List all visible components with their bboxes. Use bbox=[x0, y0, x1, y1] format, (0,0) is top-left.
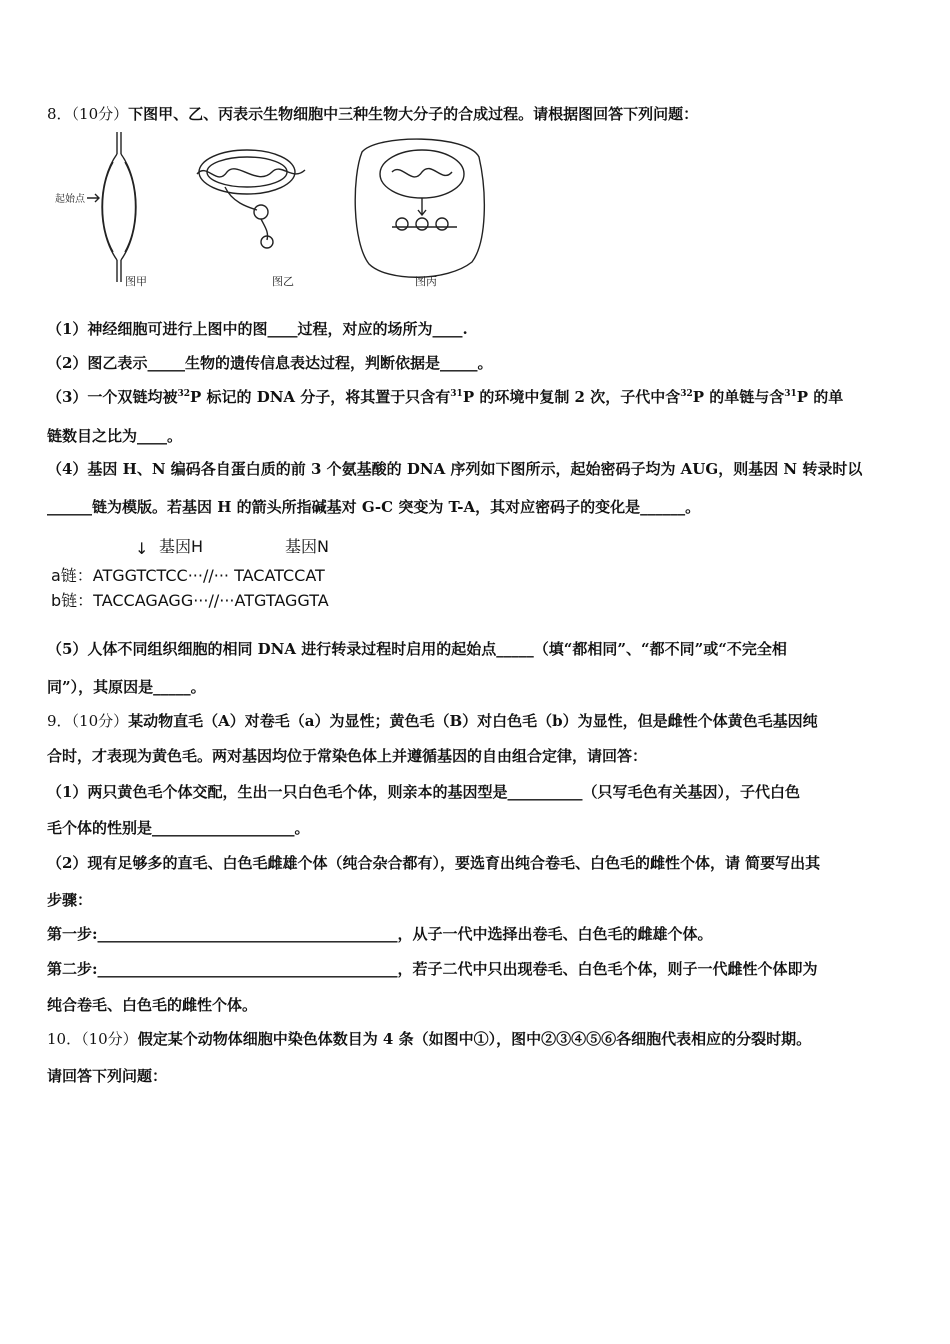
gene-n-label: 基因N bbox=[285, 537, 329, 556]
isotope-31: 31 bbox=[784, 389, 797, 399]
q8-points: （10分） bbox=[71, 105, 129, 123]
figure-yi-transcription bbox=[197, 150, 305, 248]
q8-sub3-line2: 链数目之比为____。 bbox=[47, 427, 183, 445]
figure-label-yi: 图乙 bbox=[272, 275, 294, 288]
q9-sub1-line1: （1）两只黄色毛个体交配，生出一只白色毛个体，则亲本的基因型是__________（只写毛色有关基因），子代白色 bbox=[47, 783, 800, 801]
figure-bing-eukaryotic-cell bbox=[355, 139, 484, 277]
strand-b: b链：TACCAGAGG···//···ATGTAGGTA bbox=[51, 591, 329, 610]
gene-h-label: 基因H bbox=[159, 537, 204, 556]
q9-stem-line2: 合时，才表现为黄色毛。两对基因均位于常染色体上并遵循基因的自由组合定律，请回答： bbox=[47, 747, 648, 765]
q10-points: （10分） bbox=[81, 1030, 138, 1048]
q9-sub2-line1: （2）现有足够多的直毛、白色毛雌雄个体（纯合杂合都有），要选育出纯合卷毛、白色毛的雌性个体，请 简要写出其 bbox=[47, 854, 821, 872]
figure-label-bing: 图丙 bbox=[415, 275, 437, 288]
q8-sub3-part-c: P 的环境中复制 2 次，子代中含 bbox=[462, 388, 681, 406]
q8-stem-line bbox=[47, 104, 698, 124]
isotope-31: 31 bbox=[450, 389, 463, 399]
q10-stem-line2: 请回答下列问题： bbox=[47, 1067, 168, 1085]
q8-sub3-part-d: P 的单链与含 bbox=[692, 388, 785, 406]
q9-number: 9． bbox=[47, 712, 72, 730]
q8-sub3-part-e: P 的单 bbox=[796, 388, 844, 406]
q9-step2-line2: 纯合卷毛、白色毛的雌性个体。 bbox=[47, 996, 258, 1014]
q8-number: 8． bbox=[47, 105, 72, 123]
figure-label-jia: 图甲 bbox=[125, 275, 147, 288]
isotope-32: 32 bbox=[177, 389, 190, 399]
synthesis-process-figure bbox=[47, 132, 487, 292]
gene-sequence-figure bbox=[47, 532, 387, 612]
q9-stem: 某动物直毛（A）对卷毛（a）为显性；黄色毛（B）对白色毛（b）为显性，但是雌性个体黄色毛基因纯 bbox=[128, 712, 818, 730]
mutation-arrow-icon: ↓ bbox=[135, 539, 149, 558]
figure-jia-replication bbox=[87, 132, 136, 282]
isotope-32: 32 bbox=[680, 389, 693, 399]
q9-step1: 第一步:________________________________________，从子一代中选择出卷毛、白色毛的雌雄个体。 bbox=[47, 925, 713, 943]
strand-a: a链：ATGGTCTCC···//··· TACATCCAT bbox=[51, 566, 325, 585]
q8-sub3-line1 bbox=[47, 387, 843, 407]
origin-label: 起始点 bbox=[55, 194, 85, 205]
q8-sub5-line2: 同”），其原因是_____。 bbox=[47, 678, 206, 696]
q10-stem: 假定某个动物体细胞中染色体数目为 4 条（如图中①），图中②③④⑤⑥各细胞代表相应的分裂时期。 bbox=[137, 1030, 812, 1048]
q8-sub4-line2: ______链为模版。若基因 H 的箭头所指碱基对 G-C 突变为 T-A，其对应密码子的变化是______。 bbox=[47, 498, 701, 516]
q10-number: 10． bbox=[47, 1030, 82, 1048]
q9-stem-line1 bbox=[47, 711, 818, 731]
q9-sub2-line2: 步骤： bbox=[47, 891, 93, 909]
q8-sub1: （1）神经细胞可进行上图中的图____过程，对应的场所为____. bbox=[47, 320, 468, 338]
q9-points: （10分） bbox=[71, 712, 129, 730]
q8-sub3-part-a: （3）一个双链均被 bbox=[47, 388, 178, 406]
q8-sub5-line1: （5）人体不同组织细胞的相同 DNA 进行转录过程时启用的起始点_____（填“都相同”、“都不同”或“不完全相 bbox=[47, 640, 787, 658]
q9-sub1-line2: 毛个体的性别是___________________。 bbox=[47, 819, 310, 837]
q8-sub3-part-b: P 标记的 DNA 分子，将其置于只含有 bbox=[189, 388, 451, 406]
q8-sub4-line1: （4）基因 H、N 编码各自蛋白质的前 3 个氨基酸的 DNA 序列如下图所示，起始密码子均为 AUG，则基因 N 转录时以 bbox=[47, 460, 863, 478]
q8-stem: 下图甲、乙、丙表示生物细胞中三种生物大分子的合成过程。请根据图回答下列问题： bbox=[128, 105, 699, 123]
q8-sub2: （2）图乙表示_____生物的遗传信息表达过程，判断依据是_____。 bbox=[47, 354, 493, 372]
q10-stem-line1 bbox=[47, 1029, 811, 1049]
q9-step2: 第二步:________________________________________，若子二代中只出现卷毛、白色毛个体，则子一代雌性个体即为 bbox=[47, 960, 818, 978]
